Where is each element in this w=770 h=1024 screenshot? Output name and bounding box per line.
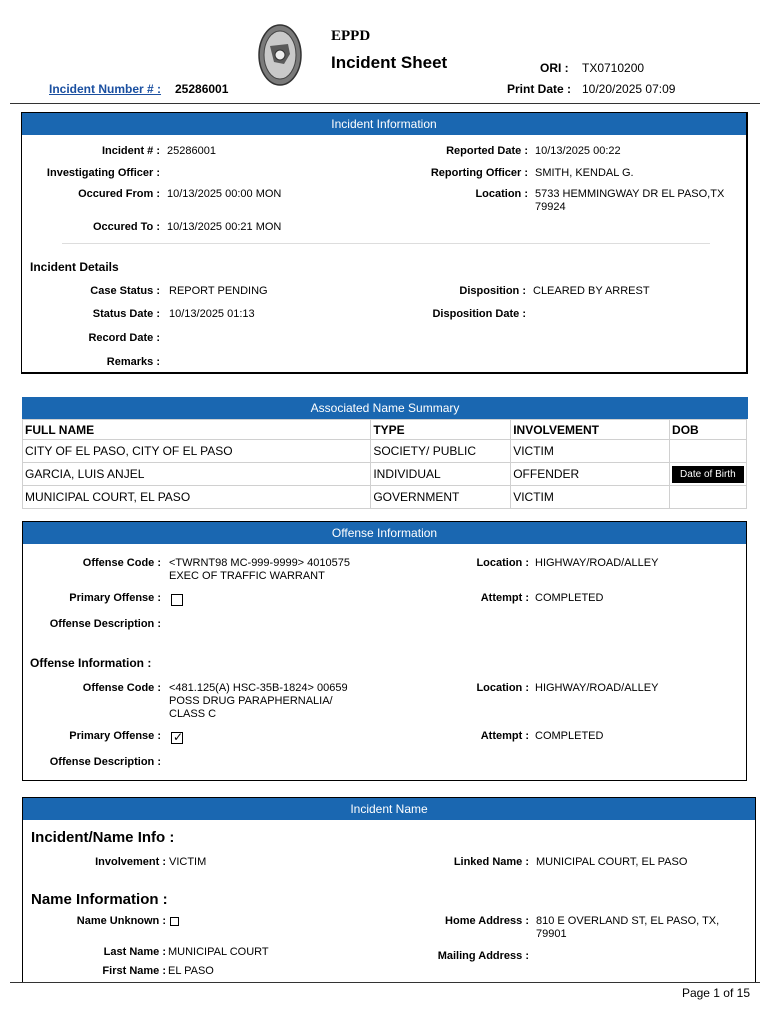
full-name-cell: GARCIA, LUIS ANJEL [23, 463, 371, 486]
name-unknown-label: Name Unknown : [76, 915, 166, 927]
status-date-value: 10/13/2025 01:13 [169, 308, 255, 320]
offense-location-value: HIGHWAY/ROAD/ALLEY [535, 557, 659, 569]
location-value-zip: 79924 [535, 201, 566, 213]
offense-bar: Offense Information [23, 522, 746, 544]
incident-info-bar: Incident Information [22, 113, 746, 135]
offense-code-label: Offense Code : [82, 557, 161, 569]
offense-location-label: Location : [476, 557, 529, 569]
first-name-label: First Name : [102, 965, 166, 977]
incident-name-bar: Incident Name [23, 798, 755, 820]
linked-name-label: Linked Name : [453, 856, 529, 868]
offense-code-2-line2: POSS DRUG PARAPHERNALIA/ [169, 695, 333, 707]
page-title: Incident Sheet [331, 53, 448, 72]
disposition-label: Disposition : [459, 285, 526, 297]
primary-offense-label-2: Primary Offense : [69, 730, 161, 742]
print-date-value: 10/20/2025 07:09 [582, 82, 676, 96]
col-type: TYPE [371, 420, 511, 440]
type-cell: SOCIETY/ PUBLIC [371, 440, 511, 463]
occured-to-label: Occured To : [92, 221, 160, 233]
offense-description-label: Offense Description : [49, 618, 161, 630]
primary-offense-checkbox[interactable] [171, 594, 183, 606]
attempt-value: COMPLETED [535, 592, 604, 604]
occured-from-value: 10/13/2025 00:00 MON [167, 188, 282, 200]
home-address-label: Home Address : [445, 915, 529, 927]
col-involvement: INVOLVEMENT [511, 420, 670, 440]
ori-label: ORI : [540, 61, 569, 75]
attempt-label-2: Attempt : [480, 730, 529, 742]
involvement-label: Involvement : [95, 856, 166, 868]
involvement-cell: VICTIM [511, 440, 670, 463]
ori-value: TX0710200 [582, 61, 645, 75]
offense-code-2-line1: <481.125(A) HSC-35B-1824> 00659 [169, 682, 348, 694]
involvement-cell: OFFENDER [511, 463, 670, 486]
names-bar: Associated Name Summary [22, 397, 748, 419]
incident-number-link[interactable]: Incident Number # : [49, 82, 162, 96]
occured-to-value: 10/13/2025 00:21 MON [167, 221, 282, 233]
offense-info-subheading: Offense Information : [30, 656, 152, 670]
disposition-value: CLEARED BY ARREST [533, 285, 650, 297]
table-row [23, 463, 747, 486]
primary-offense-checkbox-2[interactable] [171, 732, 183, 744]
offense-code-line1: <TWRNT98 MC-999-9999> 4010575 [169, 557, 350, 569]
remarks-label: Remarks : [106, 356, 160, 368]
names-table [22, 419, 747, 509]
last-name-value: MUNICIPAL COURT [168, 946, 269, 958]
footer-divider [10, 982, 760, 983]
reported-date-label: Reported Date : [446, 145, 528, 157]
table-row [23, 486, 747, 509]
offense-code-2-line3: CLASS C [169, 708, 217, 720]
location-value: 5733 HEMMINGWAY DR EL PASO,TX [535, 188, 725, 200]
status-date-label: Status Date : [92, 308, 160, 320]
police-seal-icon [258, 24, 302, 86]
offense-description-label-2: Offense Description : [49, 756, 161, 768]
page-number: Page 1 of 15 [681, 986, 750, 1000]
case-status-label: Case Status : [90, 285, 160, 297]
incident-details-heading: Incident Details [30, 260, 119, 274]
dob-cell [670, 440, 747, 463]
name-unknown-checkbox[interactable] [170, 915, 179, 927]
involvement-value: VICTIM [169, 856, 207, 868]
full-name-cell: CITY OF EL PASO, CITY OF EL PASO [23, 440, 371, 463]
offense-location-value-2: HIGHWAY/ROAD/ALLEY [535, 682, 659, 694]
attempt-label: Attempt : [480, 592, 529, 604]
names-header-row [23, 420, 747, 440]
incident-name-info-heading: Incident/Name Info : [31, 829, 175, 846]
disposition-date-label: Disposition Date : [432, 308, 526, 320]
investigating-officer-label: Investigating Officer : [46, 167, 160, 179]
last-name-label: Last Name : [103, 946, 166, 958]
incident-number-value: 25286001 [175, 82, 229, 96]
header-divider [10, 103, 760, 104]
reporting-officer-label: Reporting Officer : [430, 167, 528, 179]
first-name-value: EL PASO [168, 965, 214, 977]
reported-date-value: 10/13/2025 00:22 [535, 145, 621, 157]
full-name-cell: MUNICIPAL COURT, EL PASO [23, 486, 371, 509]
col-full-name: FULL NAME [23, 420, 371, 440]
location-label: Location : [475, 188, 528, 200]
attempt-value-2: COMPLETED [535, 730, 604, 742]
reporting-officer-value: SMITH, KENDAL G. [535, 167, 634, 179]
col-dob: DOB [670, 420, 747, 440]
agency-name: EPPD [331, 28, 371, 44]
agency-seal [258, 24, 302, 86]
dob-cell [670, 463, 747, 486]
offense-location-label-2: Location : [476, 682, 529, 694]
case-status-value: REPORT PENDING [169, 285, 268, 297]
mailing-address-label: Mailing Address : [437, 950, 529, 962]
home-address-line1: 810 E OVERLAND ST, EL PASO, TX, [536, 915, 720, 927]
involvement-cell: VICTIM [511, 486, 670, 509]
occured-from-label: Occured From : [78, 188, 160, 200]
home-address-line2: 79901 [536, 928, 567, 940]
dob-badge: Date of Birth [672, 466, 744, 483]
offense-code-line2: EXEC OF TRAFFIC WARRANT [169, 570, 325, 582]
record-date-label: Record Date : [88, 332, 160, 344]
offense-code-label-2: Offense Code : [82, 682, 161, 694]
incident-info-divider [62, 243, 710, 244]
incident-num-value: 25286001 [167, 145, 216, 157]
primary-offense-label: Primary Offense : [69, 592, 161, 604]
type-cell: INDIVIDUAL [371, 463, 511, 486]
name-information-heading: Name Information : [31, 891, 168, 908]
incident-num-label: Incident # : [101, 145, 160, 157]
linked-name-value: MUNICIPAL COURT, EL PASO [536, 856, 688, 868]
type-cell: GOVERNMENT [371, 486, 511, 509]
table-row [23, 440, 747, 463]
print-date-label: Print Date : [507, 82, 572, 96]
dob-cell [670, 486, 747, 509]
